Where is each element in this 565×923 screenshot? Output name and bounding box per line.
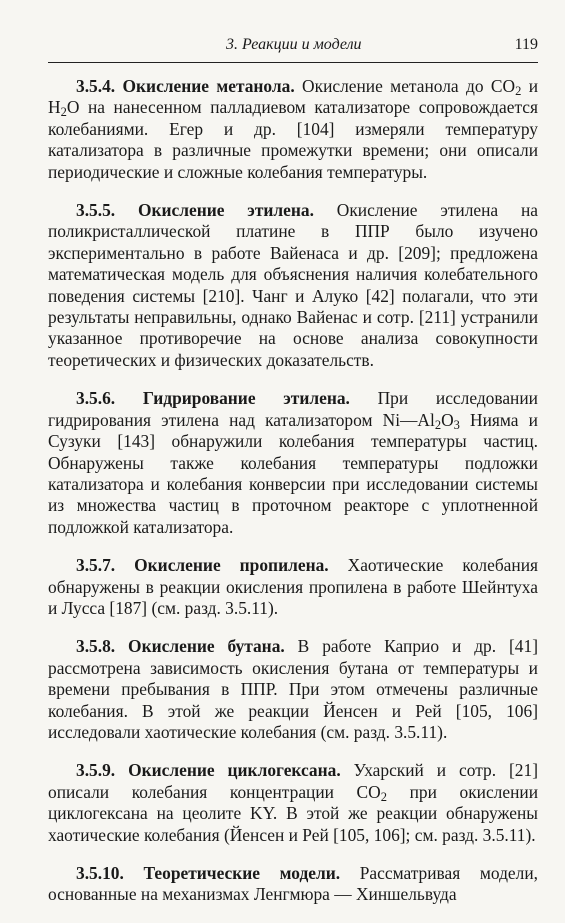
section-3-5-8 — [48, 636, 538, 743]
section-3-5-7 — [48, 555, 538, 619]
section-heading: 3.5.8. Окисление бутана. — [76, 636, 285, 657]
subscript: 2 — [60, 105, 67, 120]
section-text: Нияма и Сузуки [143] обнаружили колебания температуры частиц. Обнаружены также колебания температуры подложки катализатора и колебания конверсии при исследовании системы из множества частиц в проточном реакторе с уплотненной подложкой катализатора. — [48, 409, 538, 537]
page-number: 119 — [514, 36, 538, 53]
section-heading: 3.5.4. Окисление метанола. — [76, 76, 295, 96]
section-text: При исследовании гидрирования этилена над катализатором Ni—Al — [48, 388, 538, 430]
section-3-5-6 — [48, 388, 538, 538]
running-title: 3. Реакции и модели — [226, 36, 362, 53]
section-3-5-5 — [48, 200, 538, 371]
section-3-5-9 — [48, 760, 538, 846]
section-heading: 3.5.7. Окисление пропилена. — [76, 555, 329, 576]
section-text: O — [441, 409, 454, 430]
subscript: 3 — [453, 417, 460, 432]
section-text: Ухарский и сотр. [21] описали колебания концентрации CO — [48, 760, 538, 802]
section-text: Окисление метанола до CO — [294, 76, 516, 96]
page-body — [48, 76, 538, 923]
section-text: при окислении циклогексана на цеолите KY. В этой же реакции обнаружены хаотические колебания (Йенсен и Рей [105, 106]; см. разд. 3.5.11). — [48, 781, 539, 845]
subscript: 2 — [515, 84, 522, 99]
section-3-5-10 — [48, 863, 538, 906]
section-heading: 3.5.6. Гидрирование этилена. — [76, 388, 350, 409]
section-3-5-4 — [48, 76, 538, 183]
section-text: Рассматривая модели, основанные на механизмах Ленгмюра — Хиншельвуда — [48, 863, 538, 905]
section-text: В работе Каприо и др. [41] рассмотрена зависимость окисления бутана от температуры и времени пребывания в ППР. При этом отмечены различные колебания. В этой же реакции Йенсен и Рей [105, 106] исследовали хаотические колебания (см. разд. 3.5.11). — [48, 636, 538, 742]
subscript: 2 — [380, 789, 387, 804]
section-text: Окисление этилена на поликристаллической платине в ППР было изучено экспериментально в работе Вайенаса и др. [209]; предложена математическая модель для объяснения наличия колебательного поведения системы [210]. Чанг и Алуко [42] полагали, что эти результаты неправильны, однако Вайенас и сотр. [211] устранили указанное противоречие на основе анализа совокупности теоретических и физических доказательств. — [48, 200, 539, 370]
section-heading: 3.5.10. Теоретические модели. — [76, 863, 341, 883]
section-heading: 3.5.5. Окисление этилена. — [76, 200, 314, 221]
subscript: 2 — [434, 417, 442, 432]
section-text: Хаотические колебания обнаружены в реакции окисления пропилена в работе Шейнтуха и Лусса [187] (см. разд. 3.5.11). — [48, 555, 539, 618]
page-header — [48, 34, 538, 63]
section-text: O на нанесенном палладиевом катализаторе сопровождается колебаниями. Егер и др. [104] измеряли температуру катализатора в различные промежутки времени; они описали периодические и сложные колебания температуры. — [48, 97, 538, 182]
section-heading: 3.5.9. Окисление циклогексана. — [76, 760, 341, 781]
section-text: и H — [48, 76, 539, 118]
